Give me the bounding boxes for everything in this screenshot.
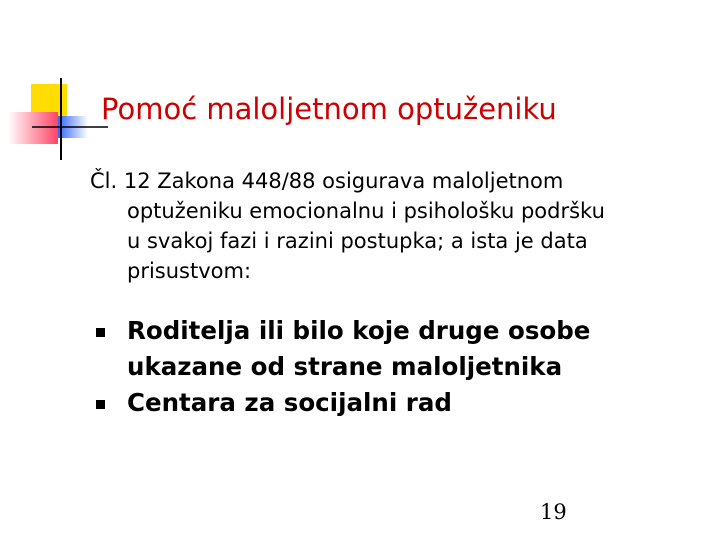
intro-line: Čl. 12 Zakona 448/88 osigurava maloljetnom [90,169,564,193]
deco-red-square [8,112,58,144]
bullet-text-line: ukazane od strane maloljetnika [127,352,563,381]
bullet-item [90,385,690,421]
color-blocks-logo-icon [0,0,110,170]
intro-line: prisustvom: [127,259,252,283]
slide-title: Pomoć maloljetnom optuženiku [101,92,557,126]
bullet-item [90,313,690,385]
intro-line: optuženiku emocionalnu i psihološku podršku [127,199,605,223]
intro-paragraph [90,166,690,286]
bullet-text-line: Roditelja ili bilo koje druge osobe [127,316,591,345]
square-bullet-icon [96,328,105,337]
page-number: 19 [540,500,567,524]
bullet-text-line: Centara za socijalni rad [127,388,452,417]
bullet-list [90,313,690,421]
intro-line: u svakoj fazi i razini postupka; a ista je data [127,229,588,253]
square-bullet-icon [96,400,105,409]
